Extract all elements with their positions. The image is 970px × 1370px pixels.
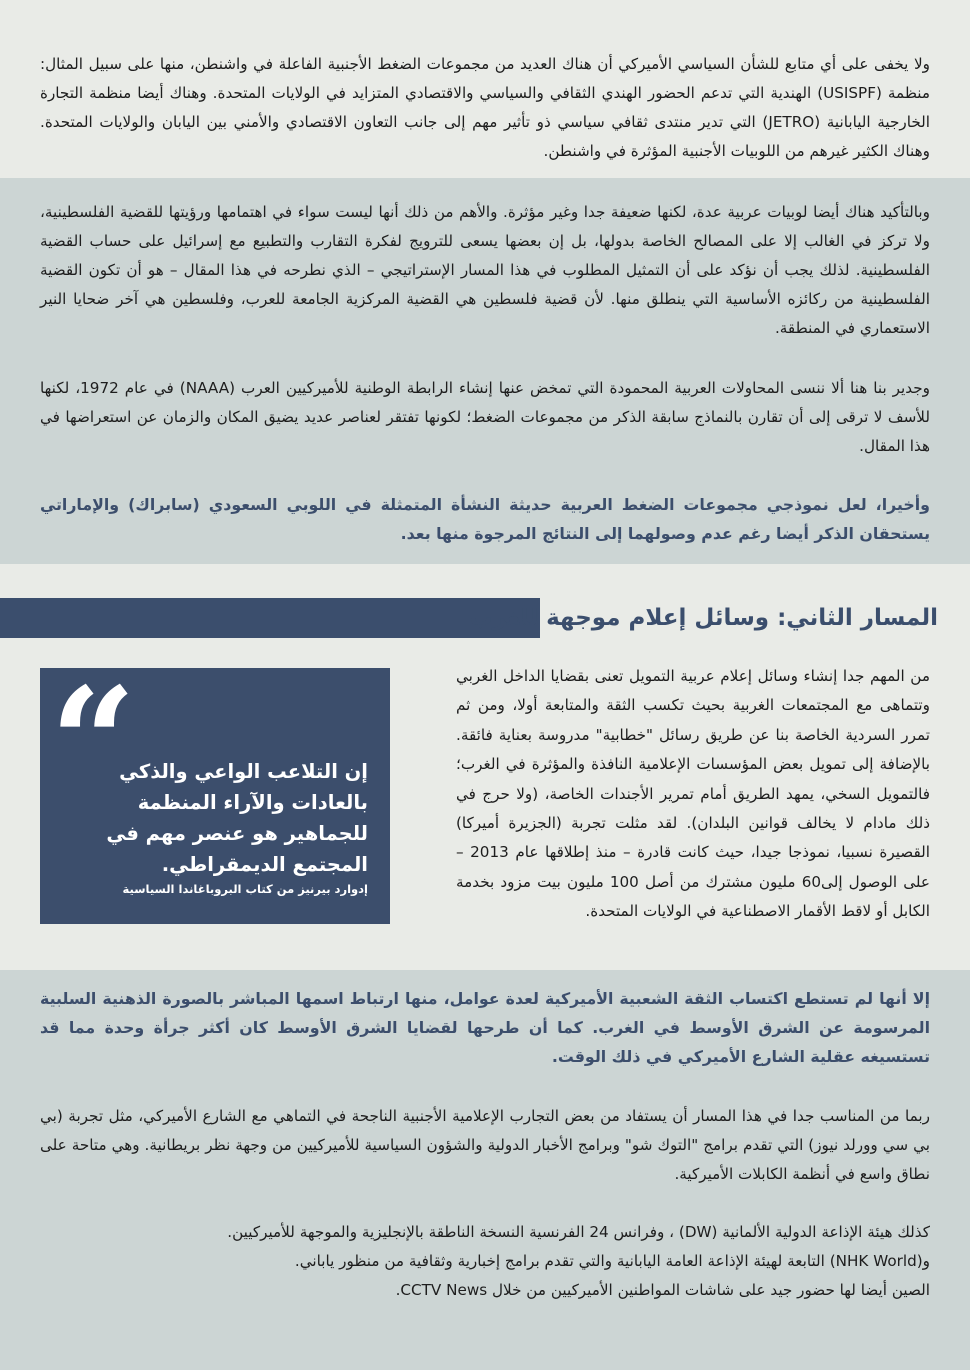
media-example-dw: كذلك هيئة الإذاعة الدولية الألمانية (DW) ، وفرانس 24 الفرنسية النسخة الناطقة بالإنجليزية والموجهة للأميركيين. [227, 1223, 930, 1241]
quote-mark-icon: “ [50, 655, 137, 831]
paragraph-arab-lobbies: وبالتأكيد هناك أيضا لوبيات عربية عدة، لكنها ضعيفة جدا وغير مؤثرة. والأهم من ذلك أنها ليست سواء في اهتمامها ورؤيتها للقضية الفلسطينية، ولا تركز في الغالب إلا على المصالح الخاصة بدولها، بل إن بعضها يسعى للترويج لفكرة التقارب والتطبيع مع إسرائيل على حساب القضية الفلسطينية. لذلك يجب أن نؤكد على أن التمثيل المطلوب في هذا المسار الإستراتيجي – الذي نطرحه في هذا المقال – هو أن تكون القضية الفلسطينية من ركائزه الأساسية التي ينطلق منها. لأن قضية فلسطين هي القضية المركزية الجامعة للعرب، وفلسطين هي آخر ضحايا النير الاستعماري في المنطقة. [40, 203, 930, 337]
media-example-nhk: و(NHK World) التابعة لهيئة الإذاعة العامة اليابانية والتي تقدم برامج إخبارية وثقافية من منظور ياباني. [294, 1252, 930, 1270]
paragraph-bbc-example: ربما من المناسب جدا في هذا المسار أن يستفاد من بعض التجارب الإعلامية الأجنبية الناجحة في التماهي مع الشارع الأميركي، مثل تجربة (بي بي سي وورلد نيوز) التي تقدم برامج "التوك شو" وبرامج الأخبار الدولية والشؤون السياسية للأميركيين من وجهة نظر بريطانية. وهي متاحة على نطاق واسع في أنظمة الكابلات الأميركية. [40, 1107, 930, 1183]
paragraph-media-funding: من المهم جدا إنشاء وسائل إعلام عربية التمويل تعنى بقضايا الداخل الغربي وتتماهى مع المجتمعات الغربية بحيث تكسب الثقة والمتابعة أولا، ومن ثم تمرر السردية الخاصة بنا عن طريق رسائل "خطابية" مدروسة بعناية فائقة. بالإضافة إلى تمويل بعض المؤسسات الإعلامية النافذة والمؤثرة في الغرب؛ فالتمويل السخي، يمهد الطريق أمام تمرير الأجندات الخاصة، (ولا حرج في ذلك مادام لا يخالف قوانين البلدان). لقد مثلت تجربة (الجزيرة أميركا) القصيرة نسبيا، نموذجا جيدا، حيث كانت قادرة – منذ إطلاقها عام 2013 – على الوصول إلى60 مليون مشترك من أصل 100 مليون بيت مزود بخدمة الكابل أو لاقط الأقمار الاصطناعية في الولايات المتحدة. [456, 667, 930, 921]
media-examples-list [40, 1218, 930, 1305]
section-accent-bar [0, 598, 540, 638]
quote-source: إدوارد بيرنيز من كتاب البروباغاندا السياسية [122, 882, 368, 896]
paragraph-saudi-uae-highlight: وأخيرا، لعل نموذجي مجموعات الضغط العربية حديثة النشأة المتمثلة في اللوبي السعودي (سابراك) والإماراتي يستحقان الذكر أيضا رغم عدم وصولهما إلى النتائج المرجوة منها بعد. [40, 495, 930, 543]
section-heading: المسار الثاني: وسائل إعلام موجهة للغرب [469, 605, 938, 631]
paragraph-aljazeera-trust-highlight: إلا أنها لم تستطع اكتساب الثقة الشعبية الأميركية لعدة عوامل، منها ارتباط اسمها المباشر بالصورة الذهنية السلبية المرسومة عن الشرق الأوسط في الغرب. كما أن طرحها لقضايا الشرق الأوسط كان أكثر جرأة وحدة مما قد تستسيغه عقلية الشارع الأميركي في ذلك الوقت. [40, 989, 930, 1066]
media-example-cctv: الصين أيضا لها حضور جيد على شاشات المواطنين الأميركيين من خلال CCTV News. [395, 1281, 930, 1299]
paragraph-naaa: وجدير بنا هنا ألا ننسى المحاولات العربية المحمودة التي تمخض عنها إنشاء الرابطة الوطنية للأميركيين العرب (NAAA) في عام 1972، لكنها للأسف لا ترقى إلى أن تقارن بالنماذج سابقة الذكر من مجموعات الضغط؛ لكونها تفتقر لعناصر عديد يضيق المكان والزمان عن استعراضها في هذا المقال. [40, 379, 930, 455]
pull-quote [40, 655, 390, 924]
paragraph-foreign-lobbies: ولا يخفى على أي متابع للشأن السياسي الأميركي أن هناك العديد من مجموعات الضغط الأجنبية الفاعلة في واشنطن، منها على سبيل المثال: منظمة (USISPF) الهندية التي تدعم الحضور الهندي الثقافي والسياسي والاقتصادي المتزايد في الولايات المتحدة. وهناك أيضا منظمة التجارة الخارجية اليابانية (JETRO) التي تدير منتدى ثقافي سياسي ذو تأثير مهم إلى جانب التعاون الاقتصادي والأمني بين اليابان والولايات المتحدة. وهناك الكثير غيرهم من اللوبيات الأجنبية المؤثرة في واشنطن. [40, 55, 931, 160]
quote-text: إن التلاعب الواعي والذكي بالعادات والآراء المنظمة للجماهير هو عنصر مهم في المجتمع الديمقراطي. [106, 760, 368, 876]
